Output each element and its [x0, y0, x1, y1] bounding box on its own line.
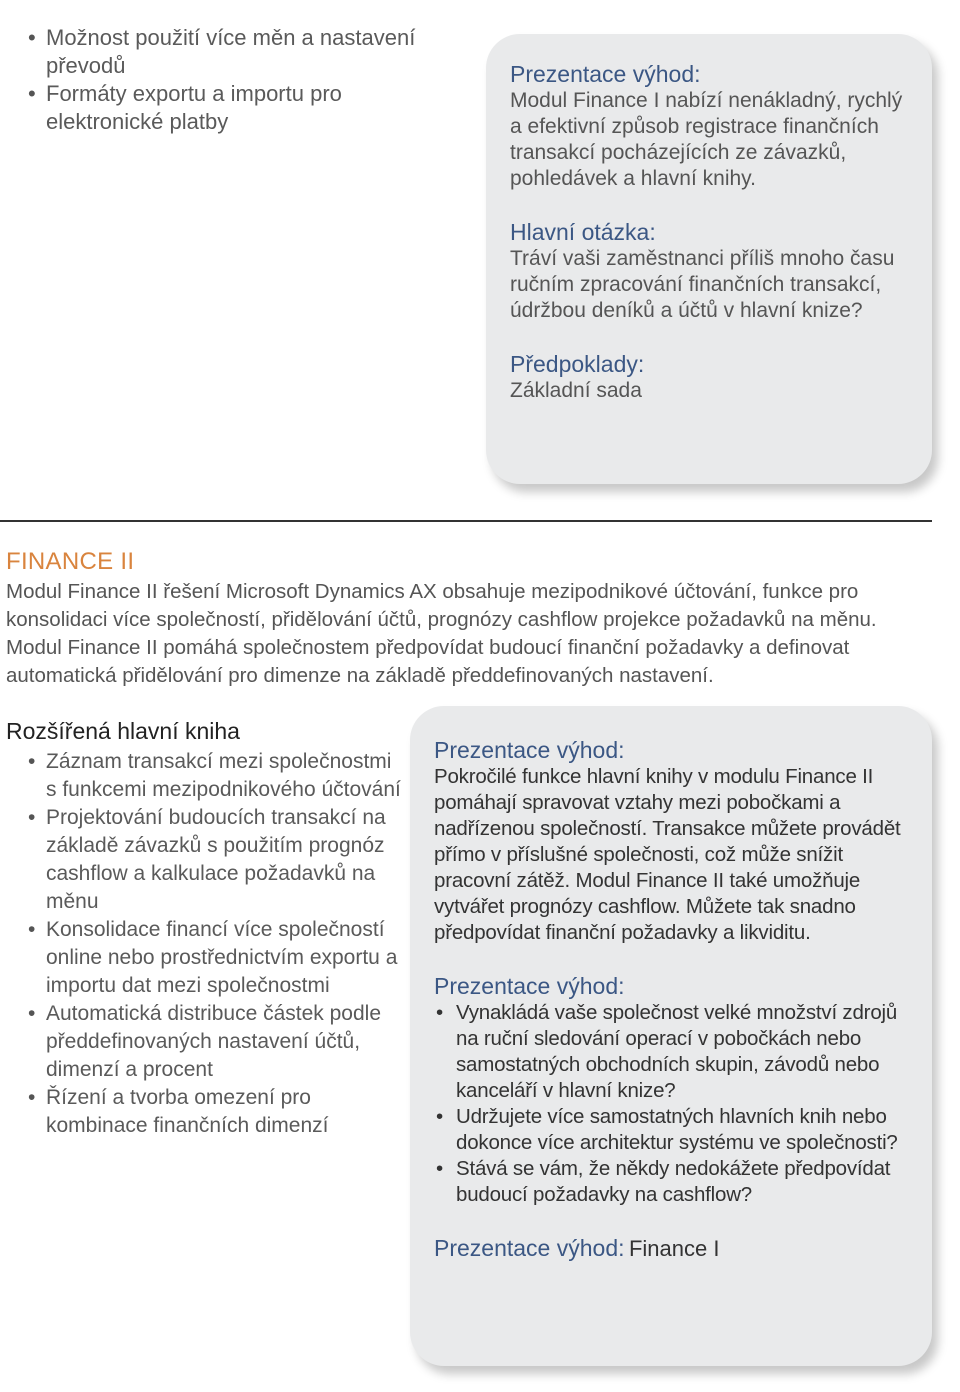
benefit-text: Modul Finance I nabízí nenákladný, rychlý a efektivní způsob registrace finančních transakcí pocházejících ze závazků, pohledávek a hlavní knihy.	[510, 89, 903, 190]
list-item: • Stává se vám, že někdy nedokážete předpovídat budoucí požadavky na cashflow?	[434, 1156, 914, 1208]
benefit-heading: Prezentace výhod:	[510, 61, 701, 87]
list-item: • Udržujete více samostatných hlavních knih nebo dokonce více architektur systému ve společnosti?	[434, 1104, 914, 1156]
list-item: • Řízení a tvorba omezení pro kombinace finančních dimenzí	[24, 1084, 404, 1140]
list-item: • Možnost použití více měn a nastavení převodů	[24, 24, 444, 80]
top-bullet-list	[24, 24, 444, 136]
list-item: • Projektování budoucích transakcí na základě závazků s použitím prognóz cashflow a kalkulace požadavků na měnu	[24, 804, 404, 916]
prerequisite-line	[434, 1234, 914, 1262]
finance-i-callout-box	[486, 34, 932, 484]
benefit-text: Pokročilé funkce hlavní knihy v modulu Finance II pomáhají spravovat vztahy mezi pobočkami a nadřízenou společností. Transakce můžete provádět přímo v příslušné společnosti, což může snížit pracovní zátěž. Modul Finance II také umožňuje vytvářet prognózy cashflow. Můžete tak snadno předpovídat finanční požadavky a likviditu.	[434, 765, 901, 944]
subsection-title: Rozšířená hlavní kniha	[6, 718, 240, 744]
feature-bullet-list	[24, 748, 404, 1140]
prerequisites-heading: Předpoklady:	[510, 351, 645, 377]
list-item: • Automatická distribuce částek podle předdefinovaných nastavení účtů, dimenzí a procent	[24, 1000, 404, 1084]
list-item: • Záznam transakcí mezi společnostmi s funkcemi mezipodnikového účtování	[24, 748, 404, 804]
benefit-heading: Prezentace výhod:	[434, 737, 625, 763]
section-title: FINANCE II	[6, 548, 135, 575]
question-list	[434, 1000, 914, 1208]
benefit-heading: Prezentace výhod:	[434, 973, 625, 999]
finance-ii-callout-box	[410, 706, 932, 1366]
section-description: Modul Finance II řešení Microsoft Dynamics AX obsahuje mezipodnikové účtování, funkce pro konsolidaci více společností, přidělování účtů, prognózy cashflow projekce požadavků na měnu. Modul Finance II pomáhá společnostem předpovídat budoucí finanční požadavky a definovat automatická přidělování pro dimenze na základě předdefinovaných nastavení.	[6, 580, 877, 687]
prerequisites-text: Základní sada	[510, 379, 642, 402]
list-item: • Formáty exportu a importu pro elektronické platby	[24, 80, 444, 136]
question-heading: Hlavní otázka:	[510, 219, 656, 245]
prerequisite-value: Finance I	[628, 1236, 720, 1261]
question-text: Tráví vaši zaměstnanci příliš mnoho času ručním zpracování finančních transakcí, údržbou deníků a účtů v hlavní knize?	[510, 247, 895, 322]
list-item: • Vynakládá vaše společnost velké množství zdrojů na ruční sledování operací v pobočkách nebo samostatných obchodních skupin, závodů nebo kanceláří v hlavní knize?	[434, 1000, 914, 1104]
list-item: • Konsolidace financí více společností online nebo prostřednictvím exportu a importu dat mezi společnostmi	[24, 916, 404, 1000]
section-divider	[0, 520, 932, 522]
benefit-heading: Prezentace výhod:	[434, 1235, 625, 1261]
